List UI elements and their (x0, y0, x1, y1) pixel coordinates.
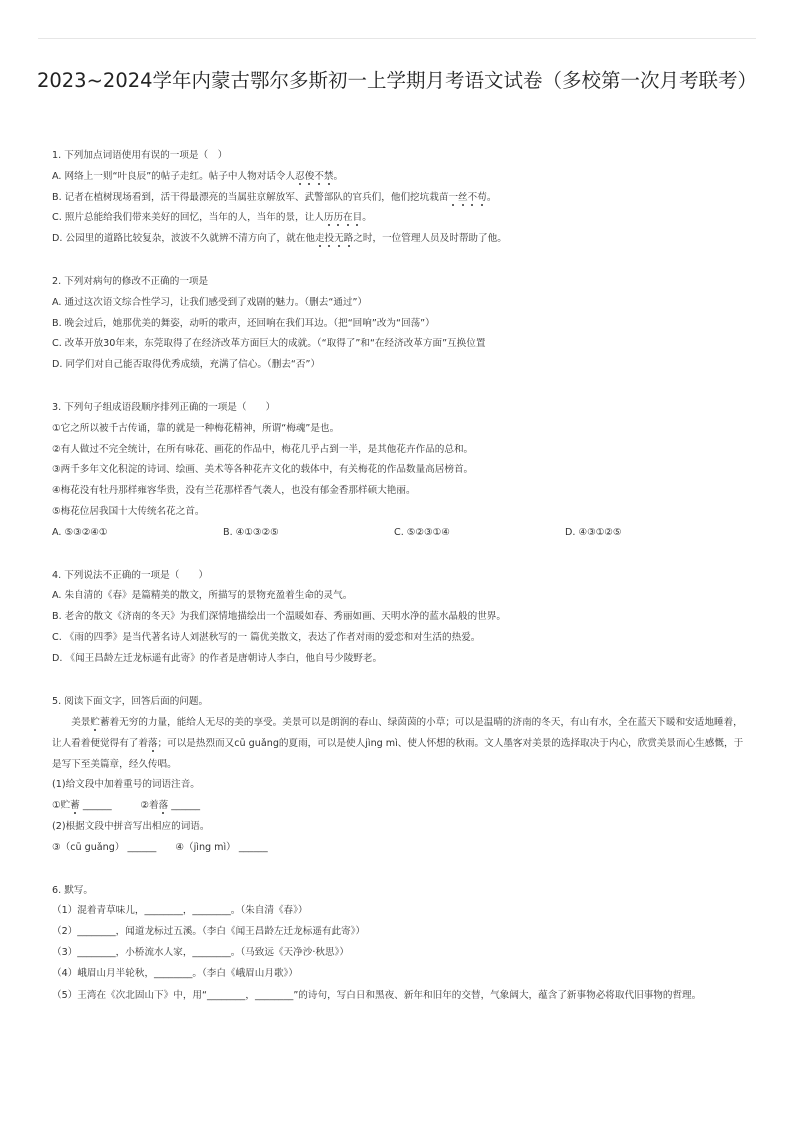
sub-question-1: (1)给文段中加着重号的词语注音。 (52, 779, 200, 791)
option-c[interactable]: C. 《雨的四季》是当代著名诗人刘湛秋写的一 篇优美散文，表达了作者对雨的爱恋和对生活的热爱。 (52, 631, 481, 643)
dotted-char: 落 (147, 738, 158, 750)
dotted-phrase: 历历在目 (323, 212, 363, 224)
dictation-line-1[interactable]: （1）混着青草味儿，________，________。（朱自清《春》） (52, 905, 308, 917)
sub-question-2: (2)根据文段中拼音写出相应的词语。 (52, 820, 210, 832)
page-title: 2023~2024学年内蒙古鄂尔多斯初一上学期月考语文试卷（多校第一次月考联考） (36, 69, 758, 92)
option-b[interactable]: B. ④①③②⑤ (223, 526, 279, 538)
question-stem: 6. 默写。 (52, 884, 93, 896)
dotted-char: 贮 (90, 717, 100, 729)
option-c[interactable]: C. ⑤②③①④ (394, 526, 450, 538)
option-b[interactable]: B. 老舍的散文《济南的冬天》为我们深情地描绘出一个温暖如春、秀丽如画、天明水净的蓝水晶般的世界。 (52, 611, 506, 623)
question-list (52, 146, 750, 1028)
dotted-phrase: 一丝不苟 (448, 191, 487, 203)
question-stem: 2. 下列对病句的修改不正确的一项是 (52, 275, 209, 287)
option-b[interactable]: B. 记者在植树现场看到，活干得最漂亮的当属驻京解放军、武警部队的官兵们，他们挖坑栽苗一丝不苟。 (52, 191, 497, 203)
top-divider (38, 38, 756, 39)
dictation-line-5[interactable]: （5）王湾在《次北固山下》中，用“________，________”的诗句，写白日和黑夜、新年和旧年的交替，气象阔大，蕴含了新事物必将取代旧事物的哲理。 (52, 989, 702, 1001)
dictation-line-3[interactable]: （3）________，小桥流水人家，________。（马致远《天净沙·秋思》） (52, 946, 349, 958)
option-a[interactable]: A. 朱自清的《春》是篇精美的散文，所描写的景物充盈着生命的灵气。 (52, 590, 353, 602)
option-d[interactable]: D. 公园里的道路比较复杂，波波不久就辨不清方向了，就在他走投无路之时，一位管理人员及时帮助了他。 (52, 233, 507, 245)
sentence-1: ①它之所以被千古传诵，靠的就是一种梅花精神，所谓“梅魂”是也。 (52, 422, 340, 434)
option-c[interactable]: C. 改革开放30年来，东莞取得了在经济改革方面巨大的成就。（“取得了”和“在经济改革方面”互换位置 (52, 338, 486, 350)
sentence-3: ③两千多年文化积淀的诗词、绘画、美术等各种花卉文化的载体中，有关梅花的作品数量高居榜首。 (52, 464, 474, 476)
sentence-5: ⑤梅花位居我国十大传统名花之首。 (52, 505, 205, 517)
option-b[interactable]: B. 晚会过后，她那优美的舞姿，动听的歌声，还回响在我们耳边。（把“回响”改为“回荡”） (52, 317, 435, 329)
dotted-phrase: 忍俊不禁 (295, 170, 334, 182)
question-stem: 3. 下列句子组成语段顺序排列正确的一项是（ ） (52, 401, 276, 413)
dictation-line-2[interactable]: （2）________，闻道龙标过五溪。（李白《闻王昌龄左迁龙标遥有此寄》） (52, 926, 366, 938)
options-row (52, 523, 750, 544)
option-a[interactable]: A. ⑤③②④① (52, 526, 108, 538)
option-d[interactable]: D. 同学们对自己能否取得优秀成绩，充满了信心。（删去“否”） (52, 359, 321, 371)
sub-question-2-blanks[interactable]: ③（cū guǎng） ______ ④（jìng mì） ______ (52, 841, 268, 853)
option-a[interactable]: A. 网络上一则“叶良辰”的帖子走红。帖子中人物对话令人忍俊不禁。 (52, 170, 344, 182)
question-1 (52, 146, 750, 250)
sentence-4: ④梅花没有牡丹那样雍容华贵，没有兰花那样香气袭人，也没有郁金香那样硕大艳丽。 (52, 485, 416, 497)
question-5 (52, 692, 750, 859)
sentence-2: ②有人做过不完全统计，在所有咏花、画花的作品中，梅花几乎占到一半，是其他花卉作品的总和。 (52, 443, 474, 455)
option-a[interactable]: A. 通过这次语文综合性学习，让我们感受到了戏剧的魅力。（删去“通过”） (52, 296, 368, 308)
question-stem: 5. 阅读下面文字，回答后面的问题。 (52, 695, 209, 707)
dictation-line-4[interactable]: （4）峨眉山月半轮秋，________。（李白《峨眉山月歌》） (52, 967, 298, 979)
sub-question-1-blanks[interactable]: ①贮蓄 ______ ②着落 ______ (52, 800, 201, 812)
dotted-phrase: 走投无路 (314, 233, 354, 245)
option-d[interactable]: D. ④③①②⑤ (565, 526, 622, 538)
dotted-char: 落 (158, 800, 169, 812)
dotted-char: 蓄 (70, 800, 80, 812)
question-6 (52, 881, 750, 1006)
question-2 (52, 272, 750, 376)
question-stem: 1. 下列加点词语使用有误的一项是（ ） (52, 150, 228, 161)
question-4 (52, 566, 750, 670)
option-d[interactable]: D. 《闻王昌龄左迁龙标遥有此寄》的作者是唐朝诗人李白，他自号少陵野老。 (52, 652, 383, 664)
question-3 (52, 398, 750, 544)
option-c[interactable]: C. 照片总能给我们带来美好的回忆，当年的人，当年的景，让人历历在目。 (52, 212, 372, 224)
question-stem: 4. 下列说法不正确的一项是（ ） (52, 569, 209, 581)
reading-passage: 美景贮蓄着无穷的力量，能给人无尽的美的享受。美景可以是朗润的春山、绿茵茵的小草；可以是温晴的济南的冬天，有山有水，全在蓝天下暖和安适地睡着，让人看着便觉得有了着落；可以是热烈而又cū guǎng的夏雨，可以是使人jìng mì、使人怀想的秋雨。文人墨客对美景的选择取决于内心，欣赏美景而心生感慨，于是写下至美篇章，经久传唱。 (52, 717, 744, 771)
